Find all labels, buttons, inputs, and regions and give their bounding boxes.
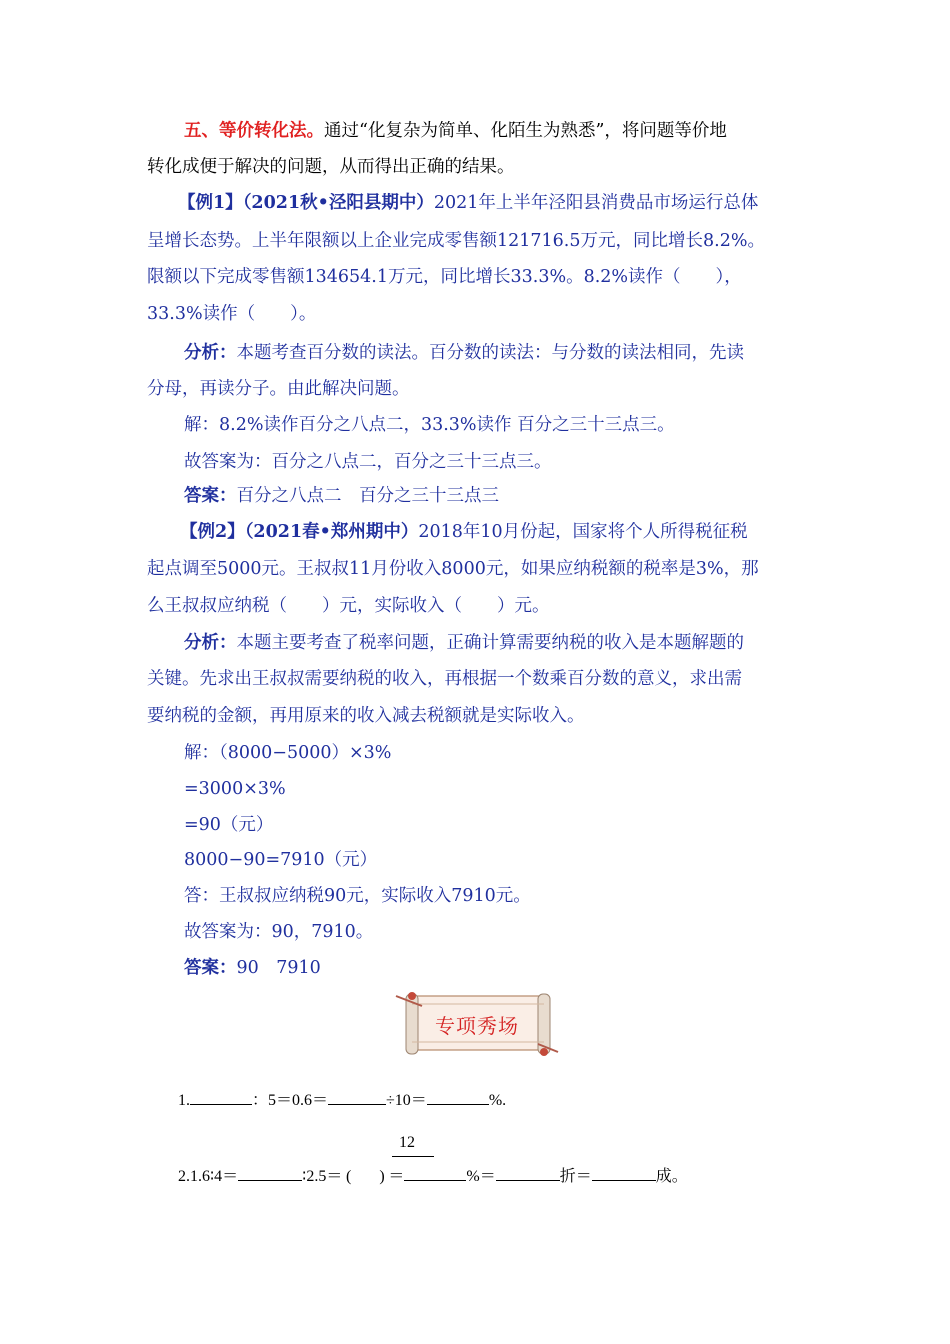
example2-conclusion: 故答案为：90，7910。: [184, 922, 374, 942]
example2-label: 【例2】: [180, 522, 245, 542]
example1-conclusion: 故答案为：百分之八点二，百分之三十三点三。: [184, 452, 552, 472]
fraction-numerator: 12: [399, 1134, 415, 1151]
example2-answer: 答案：90 7910: [184, 958, 321, 978]
answer-blank[interactable]: [496, 1164, 560, 1181]
example2-source: （2021春•郑州期中）: [244, 522, 419, 542]
example2-question-line-1: 【例2】（2021春•郑州期中）2018年10月份起，国家将个人所得税征税: [180, 522, 748, 542]
answer-blank[interactable]: [328, 1088, 386, 1105]
exercise-2: 2.1.6∶4＝ ∶2.5＝ ( ) ＝ %＝ 折＝ 成。: [178, 1163, 688, 1186]
example1-question-line-1: 【例1】（2021秋•泾阳县期中）2021年上半年泾阳县消费品市场运行总体: [178, 193, 759, 213]
section-banner: [392, 990, 562, 1058]
analysis-label: 分析：: [184, 633, 237, 653]
example1-answer: 答案：百分之八点二 百分之三十三点三: [184, 486, 499, 506]
fraction-denominator-blank[interactable]: ( ): [346, 1168, 385, 1185]
example2-question-line-3: 么王叔叔应纳税（ ）元，实际收入（ ）元。: [147, 596, 550, 616]
answer-blank[interactable]: [404, 1164, 466, 1181]
section-intro-line-2: 转化成便于解决的问题，从而得出正确的结果。: [147, 157, 515, 177]
section-title: 五、等价转化法。: [184, 121, 324, 141]
example2-step-2: =3000×3%: [184, 779, 286, 799]
answer-blank[interactable]: [427, 1088, 489, 1105]
analysis-label: 分析：: [184, 343, 237, 363]
exercise-number: 2.: [178, 1168, 190, 1185]
answer-blank[interactable]: [238, 1164, 302, 1181]
exercise-1: 1. ：5＝0.6＝ ÷10＝ %.: [178, 1087, 506, 1110]
answer-label: 答案：: [184, 486, 237, 506]
example1-solution: 解：8.2%读作百分之八点二，33.3%读作 百分之三十三点三。: [184, 415, 675, 435]
example1-analysis: 分析：本题考查百分数的读法。百分数的读法：与分数的读法相同，先读: [184, 343, 744, 363]
example2-step-1: 解：（8000−5000）×3%: [184, 743, 392, 763]
answer-blank[interactable]: [592, 1164, 656, 1181]
exercise-number: 1.: [178, 1092, 190, 1109]
example2-analysis-line-3: 要纳税的金额，再用原来的收入减去税额就是实际收入。: [147, 706, 585, 726]
example1-source: （2021秋•泾阳县期中）: [242, 193, 434, 213]
example2-analysis: 分析：本题主要考查了税率问题，正确计算需要纳税的收入是本题解题的: [184, 633, 744, 653]
banner-title: 专项秀场: [435, 1014, 519, 1038]
example2-step-3: =90（元）: [184, 815, 274, 835]
section-intro: 通过“化复杂为简单、化陌生为熟悉”，将问题等价地: [324, 121, 727, 141]
section-heading: [184, 118, 727, 144]
example1-label: 【例1】: [178, 193, 243, 213]
answer-label: 答案：: [184, 958, 237, 978]
answer-blank[interactable]: [190, 1088, 252, 1105]
example1-question-line-3: 限额以下完成零售额134654.1万元，同比增长33.3%。8.2%读作（ ），: [147, 267, 742, 287]
example1-question-line-2: 呈增长态势。上半年限额以上企业完成零售额121716.5万元，同比增长8.2%。: [147, 231, 765, 251]
example2-reply: 答：王叔叔应纳税90元，实际收入7910元。: [184, 886, 531, 906]
example2-analysis-line-2: 关键。先求出王叔叔需要纳税的收入，再根据一个数乘百分数的意义，求出需: [147, 669, 742, 689]
example2-question-line-2: 起点调至5000元。王叔叔11月份收入8000元，如果应纳税额的税率是3%，那: [147, 559, 759, 579]
example1-analysis-line-2: 分母，再读分子。由此解决问题。: [147, 379, 410, 399]
fraction-bar: [392, 1156, 434, 1157]
example1-question-line-4: 33.3%读作（ ）。: [147, 304, 317, 324]
example2-step-4: 8000−90=7910（元）: [184, 850, 378, 870]
